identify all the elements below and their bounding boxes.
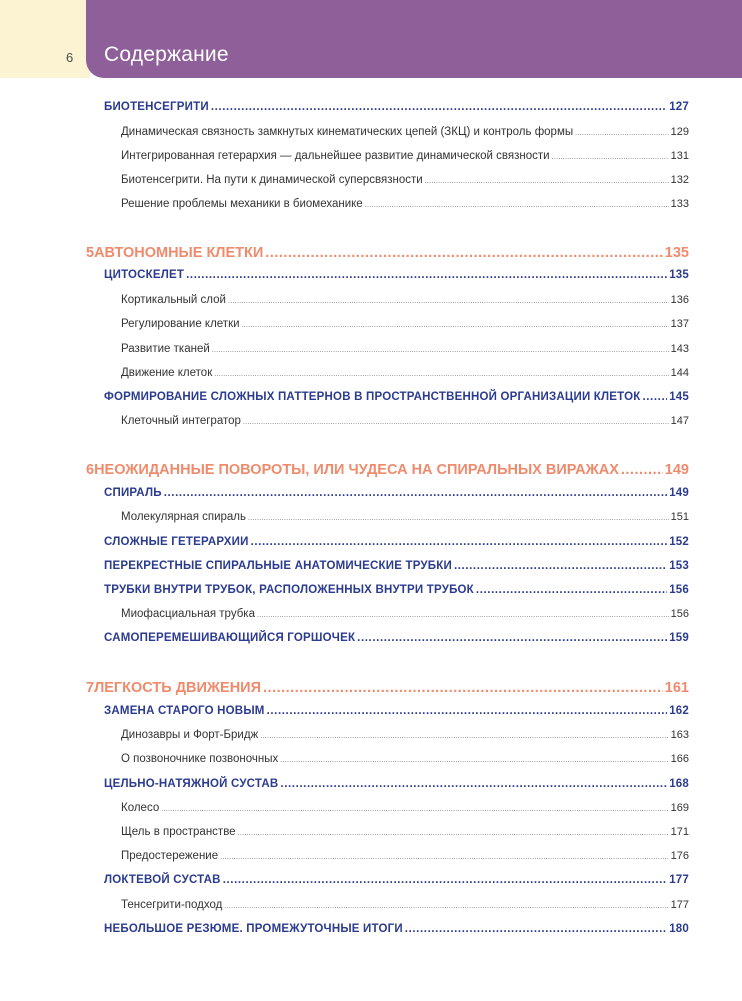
toc-page-number: 129 <box>670 126 689 138</box>
dot-leader <box>280 757 668 764</box>
toc-page-number: 149 <box>669 487 689 499</box>
toc-entry-title: Регулирование клетки <box>121 318 240 330</box>
toc-page-number: 132 <box>670 174 689 186</box>
toc-page-number: 180 <box>669 923 689 935</box>
dot-leader <box>186 269 667 281</box>
toc-page-number: 133 <box>670 198 689 210</box>
toc-section-row <box>104 923 689 935</box>
dot-leader <box>621 462 663 478</box>
toc-page-number: 163 <box>670 729 689 741</box>
toc-page-number: 176 <box>670 850 689 862</box>
toc-entry-title: Молекулярная спираль <box>121 511 247 523</box>
dot-leader <box>242 322 669 329</box>
dot-leader <box>265 245 663 261</box>
toc-sub-row <box>121 850 689 862</box>
toc-section-row <box>104 632 689 644</box>
dot-leader <box>161 806 668 813</box>
dot-leader <box>642 391 667 403</box>
toc-section-row <box>104 487 689 499</box>
toc-sub-row <box>121 753 689 765</box>
toc-entry-title: ТРУБКИ ВНУТРИ ТРУБОК, РАСПОЛОЖЕННЫХ ВНУТРИ ТРУБОК <box>104 584 474 596</box>
toc-sub-row <box>121 318 689 330</box>
toc-page-number: 162 <box>669 705 689 717</box>
dot-leader <box>267 705 668 717</box>
toc-page-number: 147 <box>670 415 689 427</box>
dot-leader <box>214 371 668 378</box>
toc-page-number: 177 <box>670 899 689 911</box>
chapter-number: 6 <box>86 462 95 478</box>
toc-entry-title: Движение клеток <box>121 367 213 379</box>
toc-sub-row <box>121 826 689 838</box>
toc-page-number: 127 <box>669 101 689 113</box>
toc-entry-title: ЛЕГКОСТЬ ДВИЖЕНИЯ <box>94 680 262 696</box>
toc-section-row <box>104 536 689 548</box>
dot-leader <box>263 680 663 696</box>
toc-entry-title: ЗАМЕНА СТАРОГО НОВЫМ <box>104 705 265 717</box>
toc-entry-title: СПИРАЛЬ <box>104 487 162 499</box>
toc-section-row <box>104 584 689 596</box>
toc-page-number: 166 <box>670 753 689 765</box>
toc-page-number: 153 <box>669 560 689 572</box>
toc-page-number: 149 <box>664 462 689 478</box>
toc-sub-row <box>121 126 689 138</box>
toc-entry-title: О позвоночнике позвоночных <box>121 753 279 765</box>
dot-leader <box>454 560 667 572</box>
page-number: 6 <box>66 50 74 65</box>
page-header <box>0 0 742 78</box>
toc-sub-row <box>121 608 689 620</box>
toc-page-number: 135 <box>669 269 689 281</box>
toc-page-number: 156 <box>669 584 689 596</box>
toc-entry-title: ФОРМИРОВАНИЕ СЛОЖНЫХ ПАТТЕРНОВ В ПРОСТРАНСТВЕННОЙ ОРГАНИЗАЦИИ КЛЕТОК <box>104 391 641 403</box>
toc-entry-title: НЕБОЛЬШОЕ РЕЗЮМЕ. ПРОМЕЖУТОЧНЫЕ ИТОГИ <box>104 923 403 935</box>
dot-leader <box>223 874 668 886</box>
toc-section-row <box>104 391 689 403</box>
toc-entry-title: Динамическая связность замкнутых кинематических цепей (ЗКЦ) и контроль формы <box>121 126 574 138</box>
toc-sub-row <box>121 511 689 523</box>
toc-entry-title: Клеточный интегратор <box>121 415 241 427</box>
dot-leader <box>224 903 668 910</box>
toc-entry-title: САМОПЕРЕМЕШИВАЮЩИЙСЯ ГОРШОЧЕК <box>104 632 356 644</box>
toc-sub-row <box>121 802 689 814</box>
toc-entry-title: Решение проблемы механики в биомеханике <box>121 198 363 210</box>
dot-leader <box>211 101 667 113</box>
toc-entry-title: Предостережение <box>121 850 219 862</box>
toc-sub-row <box>121 415 689 427</box>
toc-entry-title: ЦЕЛЬНО-НАТЯЖНОЙ СУСТАВ <box>104 778 279 790</box>
dot-leader <box>552 154 669 161</box>
toc-page-number: 177 <box>669 874 689 886</box>
toc-page-number: 144 <box>670 367 689 379</box>
toc-section-row <box>104 778 689 790</box>
toc-entry-title: ЦИТОСКЕЛЕТ <box>104 269 185 281</box>
toc-page-number: 151 <box>670 511 689 523</box>
toc-chapter-row <box>86 680 689 696</box>
toc-section-row <box>104 269 689 281</box>
dot-leader <box>280 778 667 790</box>
dot-leader <box>248 515 669 522</box>
dot-leader <box>228 298 669 305</box>
toc-page-number: 169 <box>670 802 689 814</box>
dot-leader <box>164 487 668 499</box>
toc-entry-title: СЛОЖНЫЕ ГЕТЕРАРХИИ <box>104 536 249 548</box>
toc-sub-row <box>121 367 689 379</box>
toc-page-number: 156 <box>670 608 689 620</box>
toc-entry-title: ПЕРЕКРЕСТНЫЕ СПИРАЛЬНЫЕ АНАТОМИЧЕСКИЕ ТРУБКИ <box>104 560 452 572</box>
toc-sub-row <box>121 343 689 355</box>
toc-entry-title: НЕОЖИДАННЫЕ ПОВОРОТЫ, ИЛИ ЧУДЕСА НА СПИРАЛЬНЫХ ВИРАЖАХ <box>94 462 619 478</box>
toc-entry-title: Миофасциальная трубка <box>121 608 255 620</box>
toc-sub-row <box>121 899 689 911</box>
toc-entry-title: Кортикальный слой <box>121 294 226 306</box>
toc-sub-row <box>121 198 689 210</box>
toc-sub-row <box>121 174 689 186</box>
toc-section-row <box>104 705 689 717</box>
dot-leader <box>251 536 668 548</box>
toc-section-row <box>104 874 689 886</box>
toc-page-number: 136 <box>670 294 689 306</box>
header-page-tab <box>0 0 90 78</box>
chapter-number: 7 <box>86 680 95 696</box>
dot-leader <box>476 584 667 596</box>
toc-page-number: 135 <box>664 245 689 261</box>
toc-page-number: 143 <box>670 343 689 355</box>
toc-entry-title: БИОТЕНСЕГРИТИ <box>104 101 209 113</box>
dot-leader <box>243 419 669 426</box>
toc-entry-title: Колесо <box>121 802 160 814</box>
toc-page-number: 171 <box>670 826 689 838</box>
toc-entry-title: Биотенсегрити. На пути к динамической суперсвязности <box>121 174 423 186</box>
toc-entry-title: Щель в пространстве <box>121 826 236 838</box>
dot-leader <box>260 733 668 740</box>
toc-sub-row <box>121 294 689 306</box>
toc-page-number: 159 <box>669 632 689 644</box>
toc-entry-title: Развитие тканей <box>121 343 210 355</box>
toc-chapter-row <box>86 245 689 261</box>
toc-section-row <box>104 560 689 572</box>
dot-leader <box>212 347 669 354</box>
toc-entry-title: Тенсегрити-подход <box>121 899 223 911</box>
dot-leader <box>257 612 669 619</box>
toc-page-number: 161 <box>664 680 689 696</box>
dot-leader <box>365 202 669 209</box>
dot-leader <box>575 130 669 137</box>
toc-sub-row <box>121 150 689 162</box>
toc-page-number: 145 <box>669 391 689 403</box>
dot-leader <box>357 632 667 644</box>
toc-section-row <box>104 101 689 113</box>
dot-leader <box>425 178 669 185</box>
dot-leader <box>405 923 667 935</box>
toc-chapter-row <box>86 462 689 478</box>
chapter-number: 5 <box>86 245 95 261</box>
dot-leader <box>220 854 669 861</box>
toc-sub-row <box>121 729 689 741</box>
dot-leader <box>238 830 669 837</box>
toc-entry-title: Интегрированная гетерархия — дальнейшее развитие динамической связности <box>121 150 550 162</box>
toc-entry-title: Динозавры и Форт-Бридж <box>121 729 259 741</box>
toc-entry-title: АВТОНОМНЫЕ КЛЕТКИ <box>94 245 264 261</box>
toc-page-number: 168 <box>669 778 689 790</box>
toc-page-number: 137 <box>670 318 689 330</box>
page-title: Содержание <box>104 43 229 66</box>
toc-page-number: 131 <box>670 150 689 162</box>
toc-entry-title: ЛОКТЕВОЙ СУСТАВ <box>104 874 221 886</box>
toc-page-number: 152 <box>669 536 689 548</box>
